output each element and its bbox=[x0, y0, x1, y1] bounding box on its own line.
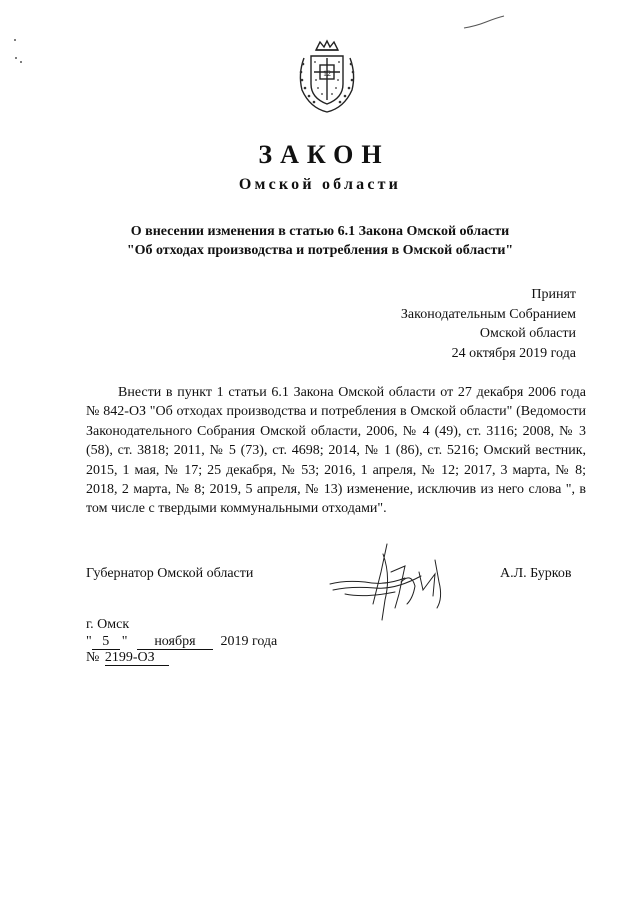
date-year: 2019 года bbox=[220, 634, 278, 649]
signing-date bbox=[86, 634, 277, 650]
number-value: 2199-ОЗ bbox=[105, 651, 169, 666]
date-month: ноября bbox=[137, 635, 213, 650]
number-sign: № bbox=[86, 650, 100, 665]
adoption-line-1: Принят bbox=[531, 287, 576, 302]
document-title: ЗАКОН bbox=[258, 140, 390, 169]
law-heading-line-2: "Об отходах производства и потребления в Омской области" bbox=[126, 243, 514, 258]
adoption-line-3: Омской области bbox=[479, 326, 576, 341]
law-body-paragraph: Внести в пункт 1 статьи 6.1 Закона Омской области от 27 декабря 2006 года № 842-ОЗ "Об отходах производства и потребления в Омской области" (Ведомости Законодательного Собрания Омской области, 2006, № 4 (49), ст. 3116; 2008, № 3 (58), ст. 3818; 2011, № 5 (73), ст. 4698; 2014, № 1 (86), ст. 5216; Омский вестник, 2015, 1 мая, № 17; 25 декабря, № 53; 2016, 1 апреля, № 12; 2017, 3 марта, № 8; 2018, 2 марта, № 8; 2019, 5 апреля, № 13) изменение, исключив из него слова ", в том числе с твердыми коммунальными отходами". bbox=[86, 385, 586, 517]
governor-title: Губернатор Омской области bbox=[86, 566, 254, 581]
date-quote-open: " bbox=[86, 634, 92, 649]
law-heading-line-1: О внесении изменения в статью 6.1 Закона Омской области bbox=[130, 224, 510, 239]
adoption-block bbox=[401, 285, 576, 363]
handwritten-signature bbox=[325, 542, 460, 622]
governor-name: А.Л. Бурков bbox=[500, 566, 572, 581]
law-heading bbox=[0, 222, 640, 260]
adoption-line-2: Законодательным Собранием bbox=[400, 306, 576, 322]
margin-mark bbox=[10, 36, 24, 66]
signing-city: г. Омск bbox=[86, 617, 130, 632]
date-day: 5 bbox=[92, 635, 120, 650]
law-number bbox=[86, 650, 169, 666]
svg-text:12: 12 bbox=[323, 69, 331, 78]
coat-of-arms-emblem bbox=[294, 38, 360, 114]
date-quote-close: " bbox=[121, 634, 128, 649]
adoption-date: 24 октября 2019 года bbox=[451, 345, 576, 361]
corner-mark bbox=[462, 14, 506, 32]
document-subtitle: Омской области bbox=[238, 176, 402, 193]
